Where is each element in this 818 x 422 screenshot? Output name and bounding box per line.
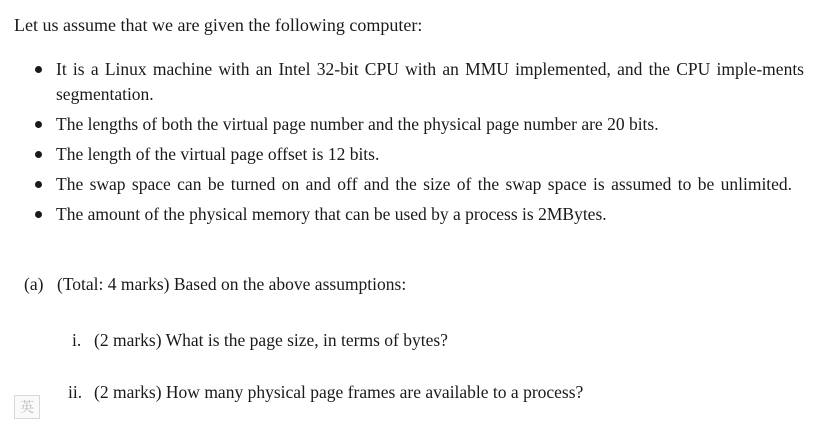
subquestion-marker: i.: [72, 330, 82, 350]
assumption-item: [34, 112, 804, 137]
assumption-item: [34, 142, 804, 167]
intro-text: Let us assume that we are given the following computer:: [14, 15, 423, 35]
bullet-icon: [35, 151, 42, 158]
subquestion-marker: ii.: [68, 382, 83, 402]
assumption-text: It is a Linux machine with an Intel 32-bit CPU with an MMU implemented, and the CPU imple-ments segmentation.: [56, 59, 804, 104]
assumption-item: [34, 202, 804, 227]
subquestion-i: [72, 328, 448, 352]
assumption-text: The swap space can be turned on and off and the size of the swap space is assumed to be unlimited.: [56, 174, 793, 194]
assumption-list: [34, 57, 804, 232]
assumption-text: The lengths of both the virtual page number and the physical page number are 20 bits.: [56, 114, 659, 134]
assumption-item: [34, 57, 804, 107]
input-method-indicator[interactable]: 英: [14, 395, 40, 419]
bullet-icon: [35, 66, 42, 73]
subquestion-text: (2 marks) How many physical page frames are available to a process?: [94, 382, 584, 402]
subquestion-ii: [68, 380, 583, 404]
bullet-icon: [35, 181, 42, 188]
part-text: (Total: 4 marks) Based on the above assumptions:: [57, 274, 407, 294]
bullet-icon: [35, 121, 42, 128]
part-marker: (a): [24, 274, 44, 294]
assumption-text: The length of the virtual page offset is 12 bits.: [56, 144, 380, 164]
bullet-icon: [35, 211, 42, 218]
assumption-text: The amount of the physical memory that can be used by a process is 2MBytes.: [56, 204, 607, 224]
assumption-item: [34, 172, 804, 197]
question-part-a: [24, 272, 406, 296]
subquestion-text: (2 marks) What is the page size, in terms of bytes?: [94, 330, 448, 350]
